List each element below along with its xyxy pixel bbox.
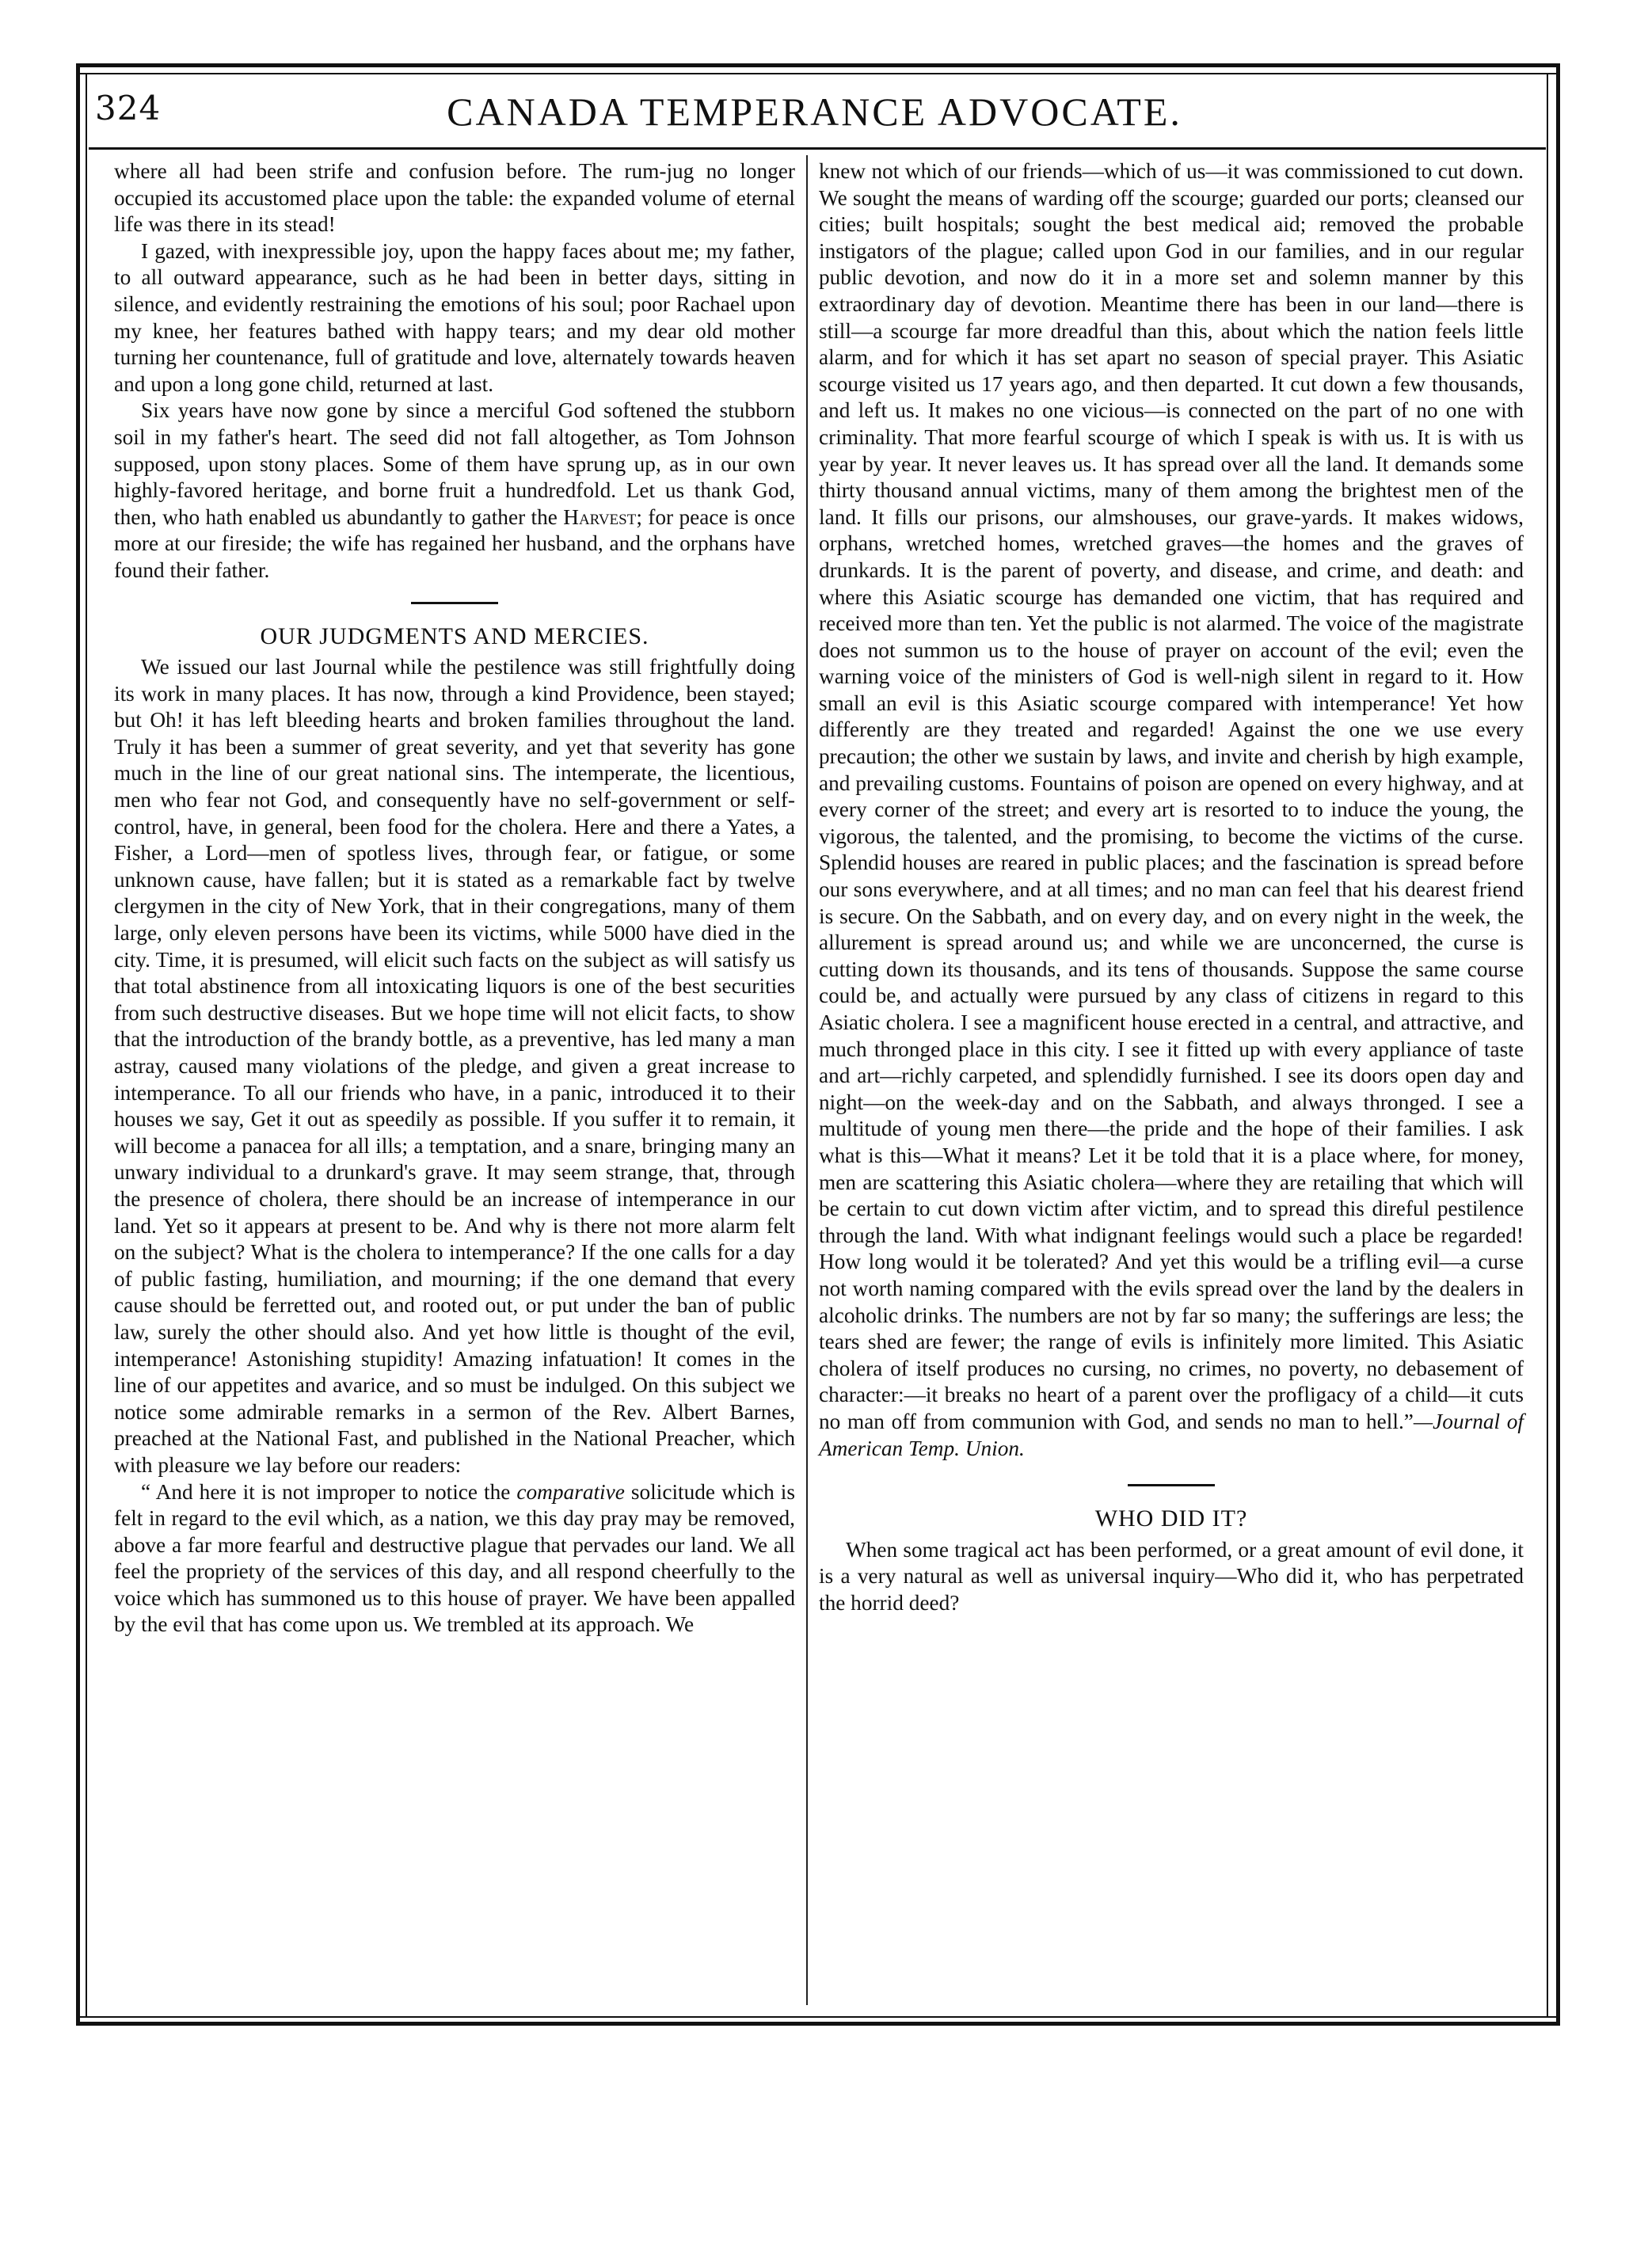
top-border-thick (76, 63, 1560, 67)
column-separator (806, 155, 808, 2005)
harvest-word: Harvest (563, 504, 637, 529)
section-divider (411, 602, 498, 604)
article-paragraph: We issued our last Journal while the pestilence was still frightfully doing its work in many places. It has now, through a kind Providence, been stayed; but Oh! it has left bleeding hearts and broken families throughout the land. Truly it has been a summer of great severity, and yet that severity has gone much in the line of our great national sins. The intemperate, the licentious, men who fear not God, and consequently have no self-government or self-control, have, in general, been food for the cholera. Here and there a Yates, a Fisher, a Lord—men of spotless lives, through fear, or fatigue, or some unknown cause, have fallen; but it is stated as a remarkable fact by twelve clergymen in the city of New York, that in their congregations, many of them large, only eleven persons have been its victims, while 5000 have died in the city. Time, it is presumed, will elicit such facts on the subject as will satisfy us that total abstinence from all intoxicating liquors is one of the best securities from such destructive diseases. But we hope time will not elicit facts, to show that the introduction of the brandy bottle, as a preventive, has led many a man astray, caused many violations of the pledge, and given a great increase to intemperance. To all our friends who have, in a panic, introduced it to their houses we say, Get it out as speedily as possible. If you suffer it to remain, it will become a panacea for all ills; a temptation, and a snare, bringing many an unwary individual to a drunkard's grave. It may seem strange, that, through the presence of cholera, there should be an increase of intemperance in our land. Yet so it appears at present to be. And why is there not more alarm felt on the subject? What is the cholera to intemperance? If the one calls for a day of public fasting, humiliation, and mourning; if the one demand that every cause should be ferretted out, and rooted out, or put under the ban of public law, surely the other should also. And yet how little is thought of the evil, intemperance! Astonishing stupidity! Amazing infatuation! It comes in the line of our appetites and avarice, and so must be indulged. On this subject we notice some admirable remarks in a sermon of the Rev. Albert Barnes, preached at the National Fast, and published in the National Preacher, which with pleasure we lay before our readers: (114, 655, 795, 1477)
quote-rest: solicitude which is felt in regard to the evil which, as a nation, we this day pray may be removed, above a far more fearful and destructive plague that pervades our land. We all feel the propriety of the services of this day, and all respond cheerfully to the voice which has summoned us to this house of prayer. We have been appalled by the evil that has come upon us. We trembled at its approach. We (114, 1479, 796, 1637)
left-border-thick (76, 63, 80, 2026)
second-article-heading: WHO DID IT? (1094, 1505, 1248, 1532)
quote-paragraph (114, 1479, 795, 1639)
story-paragraph: where all had been strife and confusion before. The rum-jug no longer occupied its accustomed place upon the table: the expanded volume of eternal life was there in its stead! (114, 159, 795, 237)
article-heading: OUR JUDGMENTS AND MERCIES. (260, 622, 649, 649)
page-number: 324 (95, 89, 162, 127)
second-article-paragraph: When some tragical act has been performed, or a great amount of evil done, it is a very natural as well as universal inquiry—Who did it, who has perpetrated the horrid deed? (819, 1537, 1524, 1615)
right-border-thin (1547, 73, 1548, 2018)
quote-start: “ And here it is not improper to notice the (141, 1479, 511, 1504)
bottom-border-thick (76, 2022, 1560, 2026)
header-rule (89, 147, 1546, 150)
bottom-border-thin (76, 2016, 1560, 2018)
left-column (114, 158, 795, 1638)
left-border-thin (86, 73, 87, 2018)
story-closing: ; for peace is once more at our fireside; the wife has regained her husband, and the orphans have found their father. (114, 504, 795, 582)
quote-continued (819, 158, 1524, 1462)
right-border-thick (1556, 63, 1560, 2026)
page-header (0, 89, 1629, 144)
story-paragraph-final (114, 398, 795, 584)
masthead-title: CANADA TEMPERANCE ADVOCATE. (447, 89, 1182, 134)
quote-italic-word: comparative (516, 1479, 625, 1504)
quote-source: —Journal of American Temp. Union. (819, 1409, 1524, 1460)
story-text: Six years have now gone by since a merciful God softened the stubborn soil in my father's heart. The seed did not fall altogether, as Tom Johnson supposed, upon stony places. Some of them have sprung up, as in our own highly-favored heritage, and borne fruit a hundredfold. Let us thank God, then, who hath enabled us abundantly to gather the (114, 398, 795, 529)
top-border-thin (76, 73, 1560, 74)
quote-continued-text: knew not which of our friends—which of us—it was commissioned to cut down. We sought the means of warding off the scourge; guarded our ports; cleansed our cities; built hospitals; sought the best medical aid; removed the probable instigators of the plague; called upon God in our families, and in our regular public devotion, and now do it in a more set and solemn manner by this extraordinary day of devotion. Meantime there has been in our land—there is still—a scourge far more dreadful than this, about which the nation feels little alarm, and for which it has set apart no season of special prayer. This Asiatic scourge visited us 17 years ago, and then departed. It cut down a few thousands, and left us. It makes no one vicious—is connected on the part of no one with criminality. That more fearful scourge of which I speak is with us. It is with us year by year. It never leaves us. It has spread over all the land. It demands some thirty thousand annual victims, many of them among the brightest men of the land. It fills our prisons, our almshouses, our grave-yards. It makes widows, orphans, wretched homes, wretched graves—the homes and the graves of drunkards. It is the parent of poverty, and disease, and crime, and death: and where this Asiatic scourge has demanded one victim, that has required and received more than ten. Yet the public is not alarmed. The voice of the magistrate does not summon us to the house of prayer on account of the evil; even the warning voice of the ministers of God is well-nigh silent in regard to it. How small an evil is this Asiatic scourge compared with intemperance! Yet how differently are they treated and regarded! Against the one we use every precaution; the other we sustain by laws, and invite and cherish by high example, and prevailing customs. Fountains of poison are opened on every highway, and at every corner of the street; and every art is resorted to to induce the young, the vigorous, the talented, and the promising, to become the victims of the curse. Splendid houses are reared in public places; and the fascination is spread before our sons everywhere, and at all times; and no man can feel that his dearest friend is secure. On the Sabbath, and on every day, and on every night in the week, the allurement is spread around us; and while we are unconcerned, the curse is cutting down its thousands, and its tens of thousands. Suppose the same course could be, and actually were pursued by any class of citizens in regard to this Asiatic cholera. I see a magnificent house erected in a central, and attractive, and much thronged place in this city. I see it fitted up with every appliance of taste and art—richly carpeted, and splendidly furnished. I see its doors open day and night—on the week-day and on the Sabbath, and always thronged. I see a multitude of young men there—the pride and the hope of their families. I ask what is this—What it means? Let it be told that it is a place where, for money, men are scattering this Asiatic cholera—where they are retailing that which will be certain to cut down victim after victim, and to spread this direful pestilence through the land. With what indignant feelings would such a place be regarded! How long would it be tolerated? And yet this would be a trifling evil—a curse not worth naming compared with the evils spread over the land by the dealers in alcoholic drinks. The numbers are not by far so many; the sufferings are less; the tears shed are fewer; the range of evils is infinitely more limited. This Asiatic cholera of itself produces no cursing, no crimes, no poverty, no debasement of character:—it breaks no heart of a parent over the profligacy of a child—it cuts no man off from communion with God, and sends no man to hell.” (819, 159, 1524, 1433)
section-divider (1128, 1484, 1215, 1486)
right-column (819, 158, 1524, 1616)
story-paragraph: I gazed, with inexpressible joy, upon the happy faces about me; my father, to all outward appearance, such as he had been in better days, sitting in silence, and evidently restraining the emotions of his soul; poor Rachael upon my knee, her features bathed with happy tears; and my dear old mother turning her countenance, full of gratitude and love, alternately towards heaven and upon a long gone child, returned at last. (114, 238, 795, 396)
